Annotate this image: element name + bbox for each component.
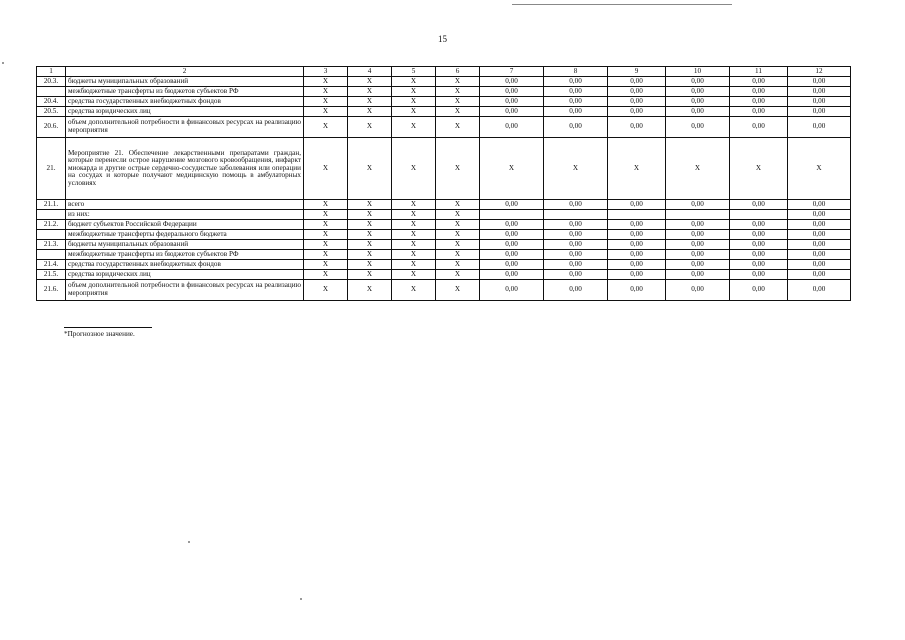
value-cell: 0,00 [608, 77, 666, 87]
value-cell: 0,00 [730, 240, 788, 250]
value-cell: X [348, 77, 392, 87]
value-cell: 0,00 [788, 117, 851, 138]
value-cell: X [436, 210, 480, 220]
row-description-cell: бюджет субъектов Российской Федерации [66, 220, 304, 230]
value-cell: 0,00 [544, 77, 608, 87]
value-cell: X [392, 280, 436, 301]
column-header: 6 [436, 67, 480, 77]
value-cell: X [730, 138, 788, 200]
value-cell: X [348, 87, 392, 97]
row-description-cell: средства государственных внебюджетных фондов [66, 97, 304, 107]
value-cell: 0,00 [730, 117, 788, 138]
row-number-cell [37, 230, 66, 240]
value-cell: X [348, 260, 392, 270]
table-row [37, 240, 851, 250]
row-description-cell: бюджеты муниципальных образований [66, 240, 304, 250]
value-cell: 0,00 [666, 270, 730, 280]
value-cell: X [348, 220, 392, 230]
value-cell: 0,00 [788, 270, 851, 280]
value-cell: 0,00 [480, 240, 544, 250]
table-header-row [37, 67, 851, 77]
row-description-cell: межбюджетные трансферты федерального бюджета [66, 230, 304, 240]
value-cell: 0,00 [666, 107, 730, 117]
value-cell: 0,00 [788, 200, 851, 210]
value-cell: 0,00 [730, 270, 788, 280]
value-cell: X [304, 210, 348, 220]
value-cell: 0,00 [480, 250, 544, 260]
value-cell: X [304, 250, 348, 260]
value-cell: 0,00 [608, 250, 666, 260]
column-header: 12 [788, 67, 851, 77]
value-cell: X [436, 117, 480, 138]
row-description-cell: всего [66, 200, 304, 210]
value-cell: X [436, 87, 480, 97]
footnote-divider [64, 327, 152, 328]
table-row [37, 97, 851, 107]
value-cell: 0,00 [544, 97, 608, 107]
column-header: 1 [37, 67, 66, 77]
value-cell: 0,00 [730, 220, 788, 230]
value-cell: 0,00 [788, 107, 851, 117]
value-cell: X [436, 200, 480, 210]
value-cell: X [392, 210, 436, 220]
value-cell: X [348, 250, 392, 260]
value-cell: 0,00 [666, 117, 730, 138]
value-cell: X [436, 240, 480, 250]
value-cell: X [348, 270, 392, 280]
value-cell: X [392, 250, 436, 260]
value-cell: X [348, 97, 392, 107]
value-cell: 0,00 [608, 260, 666, 270]
page-number: 15 [438, 34, 447, 44]
value-cell [608, 210, 666, 220]
row-number-cell [37, 87, 66, 97]
value-cell: X [436, 77, 480, 87]
value-cell: X [392, 97, 436, 107]
value-cell: 0,00 [608, 230, 666, 240]
value-cell: X [392, 77, 436, 87]
scan-speck [188, 541, 190, 543]
table-row [37, 200, 851, 210]
value-cell: 0,00 [480, 280, 544, 301]
table-row [37, 117, 851, 138]
value-cell: X [348, 107, 392, 117]
value-cell: 0,00 [730, 107, 788, 117]
value-cell: 0,00 [666, 240, 730, 250]
value-cell: 0,00 [666, 280, 730, 301]
value-cell: X [436, 97, 480, 107]
value-cell: 0,00 [608, 87, 666, 97]
value-cell: 0,00 [666, 250, 730, 260]
table-row [37, 77, 851, 87]
value-cell: 0,00 [608, 240, 666, 250]
value-cell: 0,00 [666, 200, 730, 210]
row-description-cell: межбюджетные трансферты из бюджетов субъектов РФ [66, 87, 304, 97]
value-cell [666, 210, 730, 220]
column-header: 9 [608, 67, 666, 77]
value-cell: 0,00 [544, 240, 608, 250]
table-row [37, 138, 851, 200]
value-cell [544, 210, 608, 220]
value-cell: 0,00 [480, 117, 544, 138]
value-cell: X [392, 260, 436, 270]
value-cell: 0,00 [730, 77, 788, 87]
value-cell: X [666, 138, 730, 200]
value-cell: 0,00 [480, 107, 544, 117]
row-description-cell: межбюджетные трансферты из бюджетов субъектов РФ [66, 250, 304, 260]
row-description-cell: средства юридических лиц [66, 107, 304, 117]
value-cell: X [304, 77, 348, 87]
value-cell: X [392, 87, 436, 97]
value-cell: 0,00 [788, 77, 851, 87]
value-cell: 0,00 [544, 107, 608, 117]
value-cell: X [480, 138, 544, 200]
value-cell: X [392, 117, 436, 138]
column-header: 7 [480, 67, 544, 77]
value-cell: X [304, 280, 348, 301]
value-cell: 0,00 [788, 87, 851, 97]
value-cell: 0,00 [480, 270, 544, 280]
value-cell: X [304, 230, 348, 240]
value-cell: 0,00 [608, 97, 666, 107]
row-description-cell: Мероприятие 21. Обеспечение лекарственными препаратами граждан, которые перенесли острое нарушение мозгового кровообращения, инфаркт миокарда и другие острые сердечно-сосудистые заболевания или операции на сосудах и которые получают медицинскую помощь в амбулаторных условиях [66, 138, 304, 200]
value-cell: X [436, 107, 480, 117]
value-cell: 0,00 [544, 87, 608, 97]
row-number-cell [37, 210, 66, 220]
value-cell: X [436, 138, 480, 200]
value-cell: 0,00 [666, 97, 730, 107]
column-header: 8 [544, 67, 608, 77]
value-cell: X [392, 107, 436, 117]
value-cell: 0,00 [666, 260, 730, 270]
value-cell: X [436, 260, 480, 270]
value-cell: X [436, 250, 480, 260]
table-row [37, 270, 851, 280]
value-cell: X [304, 240, 348, 250]
value-cell: 0,00 [730, 260, 788, 270]
footnote: *Прогнозное значение. [64, 330, 135, 338]
value-cell: X [304, 97, 348, 107]
value-cell: 0,00 [480, 200, 544, 210]
row-number-cell: 20.5. [37, 107, 66, 117]
value-cell: X [304, 200, 348, 210]
value-cell: 0,00 [480, 230, 544, 240]
row-description-cell: объем дополнительной потребности в финансовых ресурсах на реализацию мероприятия [66, 280, 304, 301]
row-description-cell: средства юридических лиц [66, 270, 304, 280]
table-row [37, 87, 851, 97]
column-header: 4 [348, 67, 392, 77]
row-number-cell: 21.3. [37, 240, 66, 250]
row-number-cell: 21.5. [37, 270, 66, 280]
row-number-cell: 20.6. [37, 117, 66, 138]
value-cell [480, 210, 544, 220]
value-cell: X [392, 200, 436, 210]
value-cell: 0,00 [730, 280, 788, 301]
value-cell: 0,00 [730, 230, 788, 240]
budget-table [36, 66, 851, 301]
value-cell: 0,00 [788, 210, 851, 220]
column-header: 10 [666, 67, 730, 77]
value-cell: 0,00 [480, 87, 544, 97]
value-cell: X [392, 240, 436, 250]
scan-speck [2, 62, 4, 64]
value-cell: 0,00 [730, 87, 788, 97]
value-cell [730, 210, 788, 220]
table-row [37, 280, 851, 301]
value-cell: X [304, 117, 348, 138]
value-cell: X [348, 117, 392, 138]
row-description-cell: средства государственных внебюджетных фондов [66, 260, 304, 270]
value-cell: 0,00 [788, 250, 851, 260]
value-cell: X [348, 200, 392, 210]
table-row [37, 210, 851, 220]
column-header: 2 [66, 67, 304, 77]
value-cell: 0,00 [608, 270, 666, 280]
table-row [37, 230, 851, 240]
column-header: 11 [730, 67, 788, 77]
value-cell: 0,00 [544, 220, 608, 230]
value-cell: 0,00 [788, 220, 851, 230]
row-number-cell: 21.4. [37, 260, 66, 270]
value-cell: 0,00 [730, 97, 788, 107]
value-cell: X [544, 138, 608, 200]
row-number-cell: 20.3. [37, 77, 66, 87]
value-cell: 0,00 [480, 97, 544, 107]
value-cell: 0,00 [608, 280, 666, 301]
value-cell: 0,00 [480, 77, 544, 87]
value-cell: 0,00 [544, 117, 608, 138]
value-cell: 0,00 [788, 230, 851, 240]
scan-speck [300, 598, 302, 600]
value-cell: X [392, 230, 436, 240]
value-cell: X [436, 220, 480, 230]
value-cell: 0,00 [544, 250, 608, 260]
value-cell: X [304, 260, 348, 270]
table-row [37, 250, 851, 260]
value-cell: 0,00 [730, 200, 788, 210]
row-number-cell: 20.4. [37, 97, 66, 107]
row-description-cell: бюджеты муниципальных образований [66, 77, 304, 87]
row-number-cell: 21.2. [37, 220, 66, 230]
value-cell: 0,00 [544, 270, 608, 280]
value-cell: 0,00 [788, 97, 851, 107]
value-cell: 0,00 [544, 260, 608, 270]
row-number-cell: 21. [37, 138, 66, 200]
row-number-cell: 21.1. [37, 200, 66, 210]
table-row [37, 107, 851, 117]
value-cell: 0,00 [730, 250, 788, 260]
value-cell: X [304, 220, 348, 230]
value-cell: 0,00 [480, 220, 544, 230]
value-cell: 0,00 [788, 260, 851, 270]
value-cell: X [304, 107, 348, 117]
value-cell: X [436, 270, 480, 280]
table-row [37, 260, 851, 270]
column-header: 5 [392, 67, 436, 77]
value-cell: X [348, 210, 392, 220]
value-cell: X [436, 230, 480, 240]
value-cell: 0,00 [544, 230, 608, 240]
row-description-cell: объем дополнительной потребности в финансовых ресурсах на реализацию мероприятия [66, 117, 304, 138]
value-cell: 0,00 [608, 117, 666, 138]
value-cell: X [348, 240, 392, 250]
value-cell: 0,00 [788, 240, 851, 250]
value-cell: 0,00 [666, 220, 730, 230]
value-cell: X [436, 280, 480, 301]
value-cell: X [608, 138, 666, 200]
value-cell: X [392, 220, 436, 230]
table-row [37, 220, 851, 230]
value-cell: 0,00 [788, 280, 851, 301]
row-description-cell: из них: [66, 210, 304, 220]
row-number-cell [37, 250, 66, 260]
value-cell: X [304, 270, 348, 280]
value-cell: 0,00 [608, 220, 666, 230]
top-scan-line [512, 4, 732, 5]
value-cell: X [348, 280, 392, 301]
value-cell: 0,00 [666, 87, 730, 97]
value-cell: X [392, 138, 436, 200]
value-cell: X [304, 138, 348, 200]
column-header: 3 [304, 67, 348, 77]
value-cell: X [788, 138, 851, 200]
value-cell: 0,00 [666, 77, 730, 87]
value-cell: 0,00 [666, 230, 730, 240]
row-number-cell: 21.6. [37, 280, 66, 301]
value-cell: 0,00 [544, 280, 608, 301]
value-cell: X [392, 270, 436, 280]
value-cell: X [348, 230, 392, 240]
value-cell: 0,00 [608, 107, 666, 117]
value-cell: 0,00 [480, 260, 544, 270]
value-cell: X [348, 138, 392, 200]
value-cell: 0,00 [608, 200, 666, 210]
value-cell: X [304, 87, 348, 97]
table-body [37, 77, 851, 301]
value-cell: 0,00 [544, 200, 608, 210]
